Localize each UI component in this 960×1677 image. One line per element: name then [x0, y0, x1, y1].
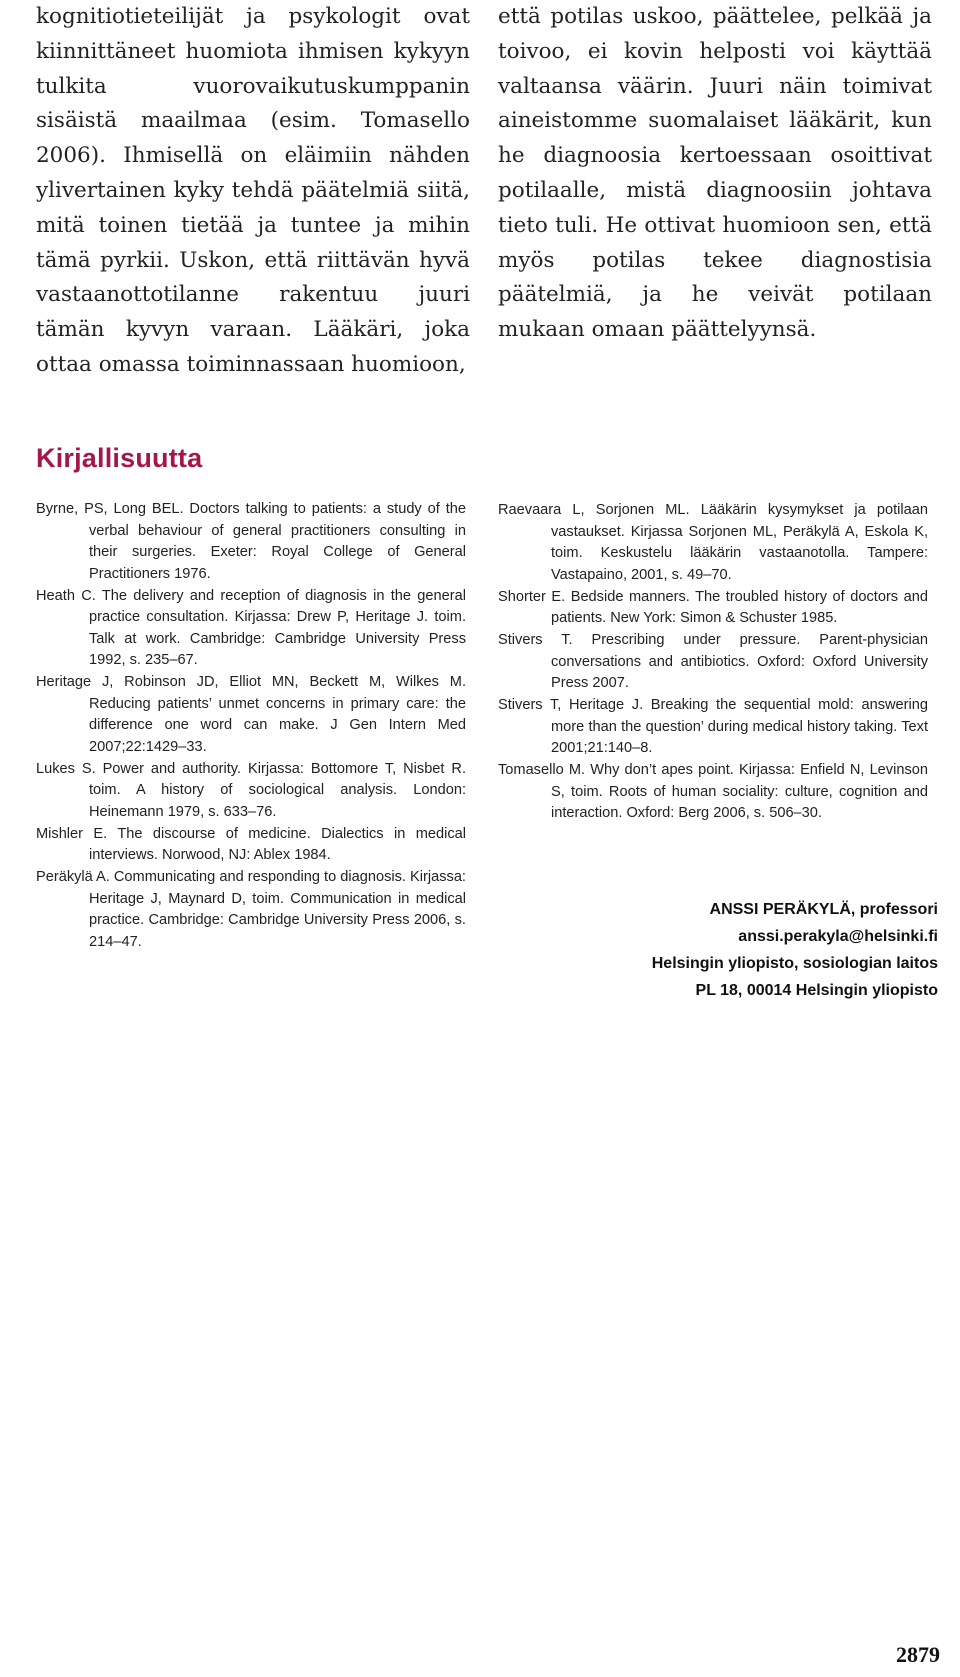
- reference-item: Tomasello M. Why don’t apes point. Kirjassa: Enfield N, Levinson S, toim. Roots of human sociality: culture, cognition and interaction. Oxford: Berg 2006, s. 506–30.: [498, 762, 928, 821]
- reference-item: Shorter E. Bedside manners. The troubled history of doctors and patients. New York: Simon & Schuster 1985.: [498, 588, 928, 626]
- reference-item: Heath C. The delivery and reception of diagnosis in the general practice consultation. Kirjassa: Drew P, Heritage J. toim. Talk at work. Cambridge: Cambridge University Press 1992, s. 235–67.: [36, 587, 466, 668]
- references-heading: Kirjallisuutta: [36, 443, 203, 473]
- reference-item: Byrne, PS, Long BEL. Doctors talking to patients: a study of the verbal behaviour of general practitioners consulting in their surgeries. Exeter: Royal College of General Practitioners 1976.: [36, 501, 466, 582]
- body-paragraph: että potilas uskoo, päättelee, pelkää ja toivoo, ei kovin helposti voi käyttää valtaansa väärin. Juuri näin toimivat aineistomme suomalaiset lääkärit, kun he diagnoosia kertoessaan osoittivat potilaalle, mistä diagnoosiin johtava tieto tuli. He ottivat huomioon sen, että myös potilas tekee diagnostisia päätelmiä, ja he veivät potilaan mukaan omaan päättelyynsä.: [498, 4, 932, 343]
- page-number: 2879: [896, 1642, 940, 1667]
- body-paragraph: kognitiotieteilijät ja psykologit ovat kiinnittäneet huomiota ihmisen kykyyn tulkita vuorovaikutuskumppanin sisäistä maailmaa (esim. Tomasello 2006). Ihmisellä on eläimiin nähden ylivertainen kyky tehdä päätelmiä siitä, mitä toinen tietää ja tuntee ja mihin tämä pyrkii. Uskon, että riittävän hyvä vastaanottotilanne rakentuu juuri tämän kyvyn varaan. Lääkäri, joka ottaa omassa toiminnassaan huomioon,: [36, 4, 470, 377]
- reference-list-right: [498, 500, 928, 825]
- author-info: [652, 896, 938, 1004]
- body-column-left: [36, 0, 470, 383]
- author-affiliation: Helsingin yliopisto, sosiologian laitos: [651, 955, 938, 972]
- reference-list-left: [36, 499, 466, 954]
- body-column-right: [498, 0, 932, 348]
- reference-item: Heritage J, Robinson JD, Elliot MN, Beckett M, Wilkes M. Reducing patients’ unmet concerns in primary care: the difference one word can make. J Gen Intern Med 2007;22:1429–33.: [36, 674, 466, 755]
- reference-item: Stivers T. Prescribing under pressure. Parent-physician conversations and antibiotics. Oxford: Oxford University Press 2007.: [498, 632, 928, 691]
- author-address: PL 18, 00014 Helsingin yliopisto: [695, 982, 938, 999]
- reference-item: Raevaara L, Sorjonen ML. Lääkärin kysymykset ja potilaan vastaukset. Kirjassa Sorjonen ML, Peräkylä A, Eskola K, toim. Keskustelu lääkärin vastaanotolla. Tampere: Vastapaino, 2001, s. 49–70.: [498, 502, 928, 583]
- reference-item: Mishler E. The discourse of medicine. Dialectics in medical interviews. Norwood, NJ: Ablex 1984.: [36, 825, 466, 863]
- author-name: ANSSI PERÄKYLÄ, professori: [709, 901, 938, 918]
- reference-item: Peräkylä A. Communicating and responding to diagnosis. Kirjassa: Heritage J, Maynard D, toim. Communication in medical practice. Cambridge: Cambridge University Press 2006, s. 214–47.: [36, 869, 466, 950]
- reference-item: Stivers T, Heritage J. Breaking the sequential mold: answering more than the question’ during medical history taking. Text 2001;21:140–8.: [498, 697, 928, 756]
- reference-item: Lukes S. Power and authority. Kirjassa: Bottomore T, Nisbet R. toim. A history of sociological analysis. London: Heinemann 1979, s. 633–76.: [36, 760, 466, 820]
- author-email: anssi.perakyla@helsinki.fi: [738, 928, 938, 945]
